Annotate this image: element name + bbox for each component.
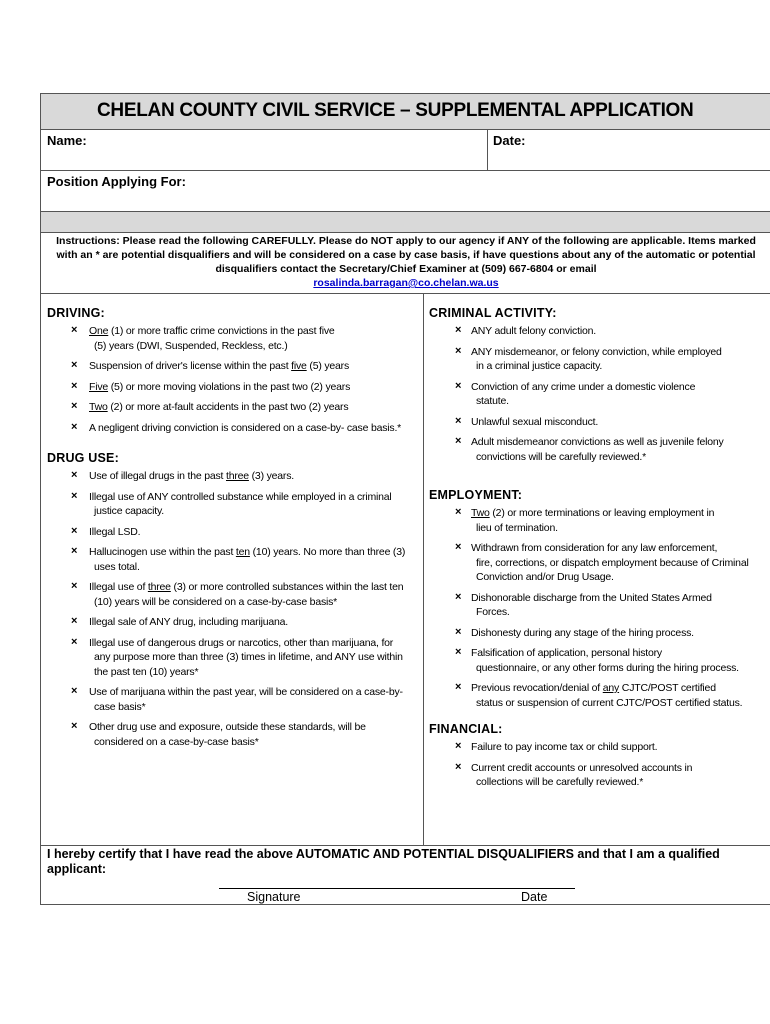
- item-text-tail: (10) years. No more than three (3): [249, 546, 406, 558]
- item-text-tail: (3) or more controlled substances within the last ten: [170, 581, 404, 593]
- position-field-label: Position Applying For:: [47, 174, 186, 189]
- list-item-text: [89, 720, 419, 735]
- item-text-tail: (1) or more traffic crime convictions in the past five: [108, 325, 335, 337]
- item-text-tail: (5) or more moving violations in the past two (2) years: [108, 380, 351, 393]
- x-mark-icon: ×: [71, 635, 78, 648]
- list-item-text: [89, 359, 419, 374]
- item-text-lead: Illegal use of dangerous drugs or narcotics, other than marijuana, for: [89, 636, 394, 649]
- item-text-continuation: in a criminal justice capacity.: [476, 360, 603, 372]
- certification-text: I hereby certify that I have read the above AUTOMATIC AND POTENTIAL DISQUALIFIERS and that I am a qualified applicant:: [47, 847, 720, 876]
- item-text-continuation: Forces.: [476, 606, 510, 618]
- list-item-text: [471, 591, 769, 606]
- financial-list: [429, 740, 769, 790]
- item-text-lead: Illegal use of: [89, 581, 148, 593]
- list-item-text: [471, 380, 769, 395]
- drug-use-heading: DRUG USE:: [47, 451, 119, 465]
- list-item: [47, 720, 419, 749]
- list-item-text: [89, 636, 419, 651]
- item-text-continuation: (5) years (DWI, Suspended, Reckless, etc.): [94, 339, 288, 352]
- item-text-continuation: uses total.: [94, 560, 140, 573]
- item-text-continuation: convictions will be carefully reviewed.*: [476, 450, 646, 463]
- list-item-text: [471, 345, 769, 360]
- list-item: [47, 380, 419, 395]
- criminal-activity-heading: CRIMINAL ACTIVITY:: [429, 306, 557, 320]
- list-item-text: [471, 415, 769, 430]
- item-text-continuation: statute.: [476, 395, 509, 407]
- item-text-lead: Dishonesty during any stage of the hiring process.: [471, 626, 694, 639]
- item-text-continuation: status or suspension of current CJTC/POST certified status.: [476, 696, 743, 709]
- cell-divider: [487, 130, 488, 170]
- list-item: [429, 324, 769, 339]
- list-item-text: [89, 421, 419, 436]
- x-mark-icon: ×: [455, 646, 462, 658]
- right-column: [429, 306, 769, 796]
- list-item: [429, 380, 769, 409]
- form-title: CHELAN COUNTY CIVIL SERVICE – SUPPLEMENTAL APPLICATION: [97, 100, 694, 121]
- list-item-text: [471, 506, 769, 521]
- x-mark-icon: ×: [71, 489, 78, 502]
- list-item-text: [471, 681, 769, 696]
- list-item: [47, 490, 419, 519]
- list-item: [429, 541, 769, 585]
- x-mark-icon: ×: [455, 625, 462, 638]
- x-mark-icon: ×: [71, 324, 78, 336]
- certification-row: [41, 845, 770, 906]
- list-item: [429, 761, 769, 790]
- item-text-emphasis: Two: [471, 507, 490, 519]
- item-text-tail: (2) or more terminations or leaving employment in: [489, 507, 715, 519]
- list-item: [47, 324, 419, 353]
- item-text-emphasis: any: [602, 682, 620, 694]
- list-item: [429, 435, 769, 464]
- employment-list: [429, 506, 769, 710]
- list-item-text: [89, 400, 419, 415]
- item-text-continuation: questionnaire, or any other forms during the hiring process.: [476, 661, 739, 674]
- item-text-continuation: fire, corrections, or dispatch employment because of Criminal Conviction and/or Drug Usage.: [476, 556, 749, 583]
- item-text-lead: Previous revocation/denial of: [471, 682, 603, 694]
- list-item: [429, 646, 769, 675]
- list-item: [429, 415, 769, 430]
- list-item: [429, 591, 769, 620]
- x-mark-icon: ×: [71, 359, 78, 371]
- title-bar: [41, 94, 770, 130]
- list-item-text: [89, 685, 419, 700]
- left-column: [47, 306, 419, 755]
- list-item: [429, 345, 769, 374]
- list-item: [47, 685, 419, 714]
- list-item: [47, 615, 419, 630]
- list-item-text: [89, 615, 419, 630]
- supplemental-application-form: [40, 93, 770, 905]
- list-item-text: [89, 324, 419, 339]
- item-text-lead: Withdrawn from consideration for any law enforcement,: [471, 542, 718, 554]
- list-item-text: [89, 525, 419, 540]
- shaded-separator-row: [41, 212, 770, 233]
- x-mark-icon: ×: [71, 720, 78, 732]
- item-text-emphasis: three: [225, 470, 249, 482]
- item-text-lead: Current credit accounts or unresolved accounts in: [471, 761, 693, 774]
- list-item: [47, 469, 419, 484]
- financial-heading: FINANCIAL:: [429, 722, 503, 736]
- item-text-lead: Hallucinogen use within the past: [89, 546, 236, 558]
- item-text-continuation: case basis*: [94, 700, 146, 713]
- x-mark-icon: ×: [71, 685, 78, 697]
- item-text-lead: ANY adult felony conviction.: [471, 325, 596, 337]
- position-row: [41, 171, 770, 212]
- item-text-emphasis: five: [291, 360, 307, 372]
- item-text-lead: ANY misdemeanor, or felony conviction, while employed: [471, 345, 722, 358]
- x-mark-icon: ×: [71, 420, 78, 433]
- x-mark-icon: ×: [455, 681, 462, 693]
- employment-heading: EMPLOYMENT:: [429, 488, 523, 502]
- x-mark-icon: ×: [455, 435, 462, 447]
- item-text-lead: Other drug use and exposure, outside these standards, will be: [89, 721, 366, 733]
- drug-use-list: [47, 469, 419, 749]
- list-item-text: [89, 469, 419, 484]
- item-text-continuation: (10) years will be considered on a case-by-case basis*: [94, 595, 338, 608]
- signature-line[interactable]: [219, 888, 575, 889]
- list-item: [429, 506, 769, 535]
- x-mark-icon: ×: [71, 379, 78, 392]
- x-mark-icon: ×: [455, 324, 462, 336]
- list-item: [47, 545, 419, 574]
- item-text-lead: Illegal sale of ANY drug, including marijuana.: [89, 616, 288, 628]
- item-text-emphasis: three: [147, 581, 171, 593]
- x-mark-icon: ×: [71, 524, 78, 537]
- list-item: [429, 626, 769, 641]
- list-item-text: [471, 541, 769, 556]
- item-text-lead: Dishonorable discharge from the United States Armed: [471, 591, 712, 604]
- signature-date-label: Date: [521, 890, 548, 904]
- item-text-tail: CJTC/POST certified: [619, 682, 716, 694]
- x-mark-icon: ×: [455, 344, 462, 357]
- item-text-lead: A negligent driving conviction is considered on a case-by- case basis.*: [89, 421, 402, 434]
- name-date-row: [41, 130, 770, 171]
- list-item: [47, 400, 419, 415]
- column-divider: [423, 294, 424, 845]
- x-mark-icon: ×: [71, 400, 78, 412]
- x-mark-icon: ×: [71, 580, 78, 592]
- list-item: [47, 636, 419, 680]
- x-mark-icon: ×: [455, 414, 462, 427]
- item-text-emphasis: ten: [235, 546, 250, 558]
- list-item-text: [471, 646, 769, 661]
- item-text-lead: Use of marijuana within the past year, will be considered on a case-by-: [89, 686, 403, 698]
- item-text-emphasis: One: [89, 325, 109, 337]
- driving-list: [47, 324, 419, 435]
- x-mark-icon: ×: [455, 541, 462, 553]
- list-item-text: [89, 380, 419, 395]
- list-item-text: [89, 490, 419, 505]
- list-item: [47, 421, 419, 436]
- list-item-text: [471, 626, 769, 641]
- item-text-continuation: justice capacity.: [94, 505, 164, 517]
- x-mark-icon: ×: [71, 615, 78, 627]
- item-text-continuation: collections will be carefully reviewed.*: [476, 776, 644, 788]
- item-text-lead: Conviction of any crime under a domestic violence: [471, 380, 696, 393]
- item-text-lead: Adult misdemeanor convictions as well as juvenile felony: [471, 436, 724, 448]
- instructions-text: Instructions: Please read the following CAREFULLY. Please do NOT apply to our agency if ANY of the following are applicable. Items marked with an * are potential disqualifiers and will be considered on a case by case basis, if have questions about any of the automatic or potential disqualifiers contact the Secretary/Chief Examiner at (509) 667-6804 or email: [56, 235, 756, 275]
- x-mark-icon: ×: [455, 379, 462, 392]
- item-text-tail: (2) or more at-fault accidents in the past two (2) years: [107, 401, 349, 413]
- item-text-lead: Falsification of application, personal history: [471, 647, 662, 659]
- list-item: [47, 359, 419, 374]
- item-text-lead: Use of illegal drugs in the past: [89, 470, 226, 482]
- criminal-activity-list: [429, 324, 769, 464]
- x-mark-icon: ×: [455, 506, 462, 518]
- x-mark-icon: ×: [71, 469, 78, 481]
- item-text-emphasis: Two: [89, 401, 108, 413]
- name-field-label: Name:: [47, 133, 87, 148]
- x-mark-icon: ×: [71, 545, 78, 557]
- date-field-label: Date:: [493, 133, 526, 148]
- item-text-continuation: any purpose more than three (3) times in lifetime, and ANY use within the past ten (10) years*: [94, 651, 403, 678]
- list-item-text: [471, 435, 769, 450]
- item-text-lead: Illegal LSD.: [89, 525, 141, 538]
- x-mark-icon: ×: [455, 760, 462, 773]
- list-item: [429, 740, 769, 755]
- list-item: [47, 525, 419, 540]
- instructions-box: [41, 233, 770, 294]
- signature-label: Signature: [247, 890, 301, 904]
- list-item-text: [471, 740, 769, 755]
- x-mark-icon: ×: [455, 590, 462, 603]
- contact-email-link[interactable]: rosalinda.barragan@co.chelan.wa.us: [313, 277, 499, 289]
- driving-heading: DRIVING:: [47, 306, 105, 320]
- item-text-lead: Unlawful sexual misconduct.: [471, 415, 599, 428]
- item-text-lead: Failure to pay income tax or child support.: [471, 741, 658, 753]
- list-item-text: [471, 761, 769, 776]
- list-item: [429, 681, 769, 710]
- item-text-tail: (5) years: [306, 360, 350, 372]
- list-item-text: [89, 545, 419, 560]
- item-text-continuation: considered on a case-by-case basis*: [94, 735, 259, 748]
- x-mark-icon: ×: [455, 740, 462, 752]
- item-text-lead: Illegal use of ANY controlled substance while employed in a criminal: [89, 490, 392, 503]
- item-text-tail: (3) years.: [248, 470, 294, 482]
- item-text-lead: Suspension of driver's license within the past: [89, 360, 292, 372]
- list-item-text: [89, 580, 419, 595]
- item-text-emphasis: Five: [89, 380, 109, 393]
- list-item: [47, 580, 419, 609]
- item-text-continuation: lieu of termination.: [476, 521, 558, 534]
- list-item-text: [471, 324, 769, 339]
